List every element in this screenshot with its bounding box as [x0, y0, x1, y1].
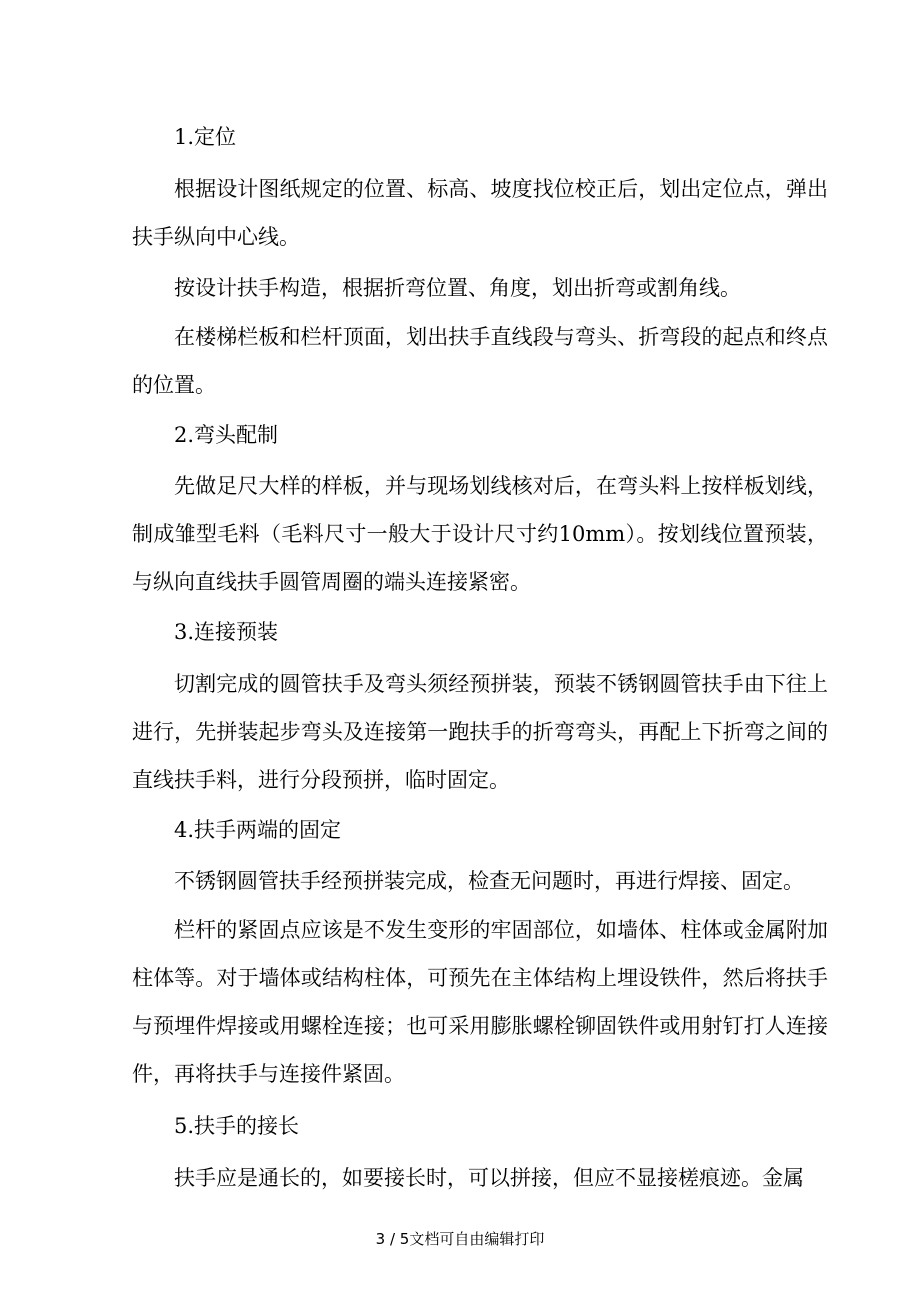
paragraph: 不锈钢圆管扶手经预拼装完成，检查无问题时，再进行焊接、固定。	[174, 869, 804, 893]
section-heading-end-fixing: 4.扶手两端的固定	[174, 818, 342, 842]
paragraph: 栏杆的紧固点应该是不发生变形的牢固部位，如墙体、柱体或金属附加柱体等。对于墙体或结构柱体，可预先在主体结构上埋设铁件，然后将扶手与预埋件焊接或用螺栓连接；也可采用膨胀螺栓铆固铁件或用射钉打人连接件，再将扶手与连接件紧固。	[132, 918, 828, 1086]
paragraph: 根据设计图纸规定的位置、标高、坡度找位校正后，划出定位点，弹出扶手纵向中心线。	[132, 177, 828, 249]
paragraph: 按设计扶手构造，根据折弯位置、角度，划出折弯或割角线。	[174, 276, 741, 300]
paragraph: 切割完成的圆管扶手及弯头须经预拼装，预装不锈钢圆管扶手由下往上进行，先拼装起步弯头及连接第一跑扶手的折弯弯头，再配上下折弯之间的直线扶手料，进行分段预拼，临时固定。	[132, 672, 828, 792]
section-heading-positioning: 1.定位	[174, 125, 237, 149]
paragraph: 在楼梯栏板和栏杆顶面，划出扶手直线段与弯头、折弯段的起点和终点的位置。	[132, 325, 828, 397]
paragraph: 先做足尺大样的样板，并与现场划线核对后，在弯头料上按样板划线，制成雏型毛料（毛料尺寸一般大于设计尺寸约10mm）。按划线位置预装，与纵向直线扶手圆管周圈的端头连接紧密。	[132, 474, 828, 594]
section-heading-elbow: 2.弯头配制	[174, 423, 279, 447]
paragraph: 扶手应是通长的，如要接长时，可以拼接，但应不显接槎痕迹。金属	[174, 1166, 804, 1190]
page-footer: 3 / 5文档可自由编辑打印	[375, 1230, 545, 1248]
section-heading-preassembly: 3.连接预装	[174, 620, 279, 644]
section-heading-extension: 5.扶手的接长	[174, 1114, 300, 1138]
